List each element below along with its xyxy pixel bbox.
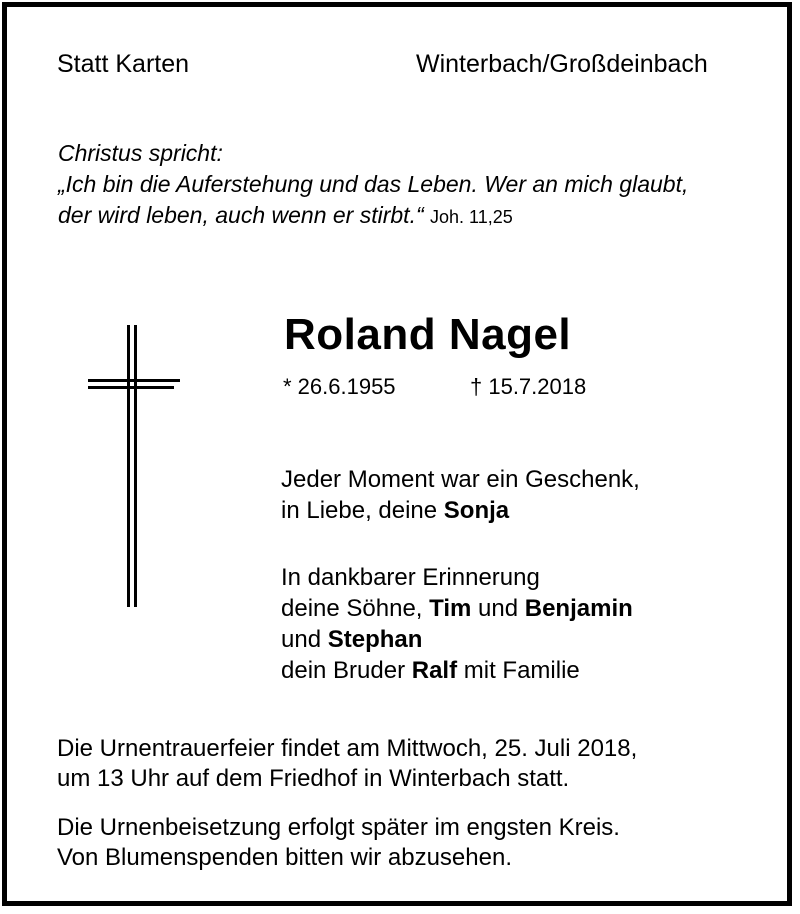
cross-vertical-right	[134, 325, 137, 607]
signer-name: Sonja	[443, 497, 510, 524]
message-line-2-text: in Liebe, deine	[281, 497, 444, 524]
son-name-1: Tim	[429, 595, 472, 622]
family-line-1: In dankbarer Erinnerung	[281, 564, 540, 591]
deceased-name: Roland Nagel	[284, 310, 572, 359]
service-line-2: um 13 Uhr auf dem Friedhof in Winterbach statt.	[57, 765, 570, 792]
family-line-3	[281, 624, 422, 655]
quote-line-1: „Ich bin die Auferstehung und das Leben. Wer an mich glaubt,	[58, 171, 689, 197]
brother-name: Ralf	[411, 657, 458, 684]
son-name-3: Stephan	[327, 626, 423, 653]
birth-date: * 26.6.1955	[283, 374, 396, 399]
quote-intro: Christus spricht:	[58, 140, 223, 166]
family-line-4-text: dein Bruder	[281, 657, 412, 684]
family-line-4	[281, 655, 580, 686]
son-name-2: Benjamin	[524, 595, 633, 622]
family-line-2-conj: und	[471, 595, 525, 622]
notice-line-2: Von Blumenspenden bitten wir abzusehen.	[57, 844, 512, 871]
header-location: Winterbach/Großdeinbach	[416, 50, 708, 78]
death-date: † 15.7.2018	[470, 374, 587, 399]
family-line-2	[281, 593, 633, 624]
family-line-3-text: und	[281, 626, 328, 653]
family-line-2-text: deine Söhne,	[281, 595, 430, 622]
message-line-2	[281, 495, 509, 526]
family-line-4-suffix: mit Familie	[457, 657, 580, 684]
quote-line-2	[58, 202, 513, 229]
cross-horizontal-top	[88, 379, 180, 382]
quote-line-2-text: der wird leben, auch wenn er stirbt.“	[58, 202, 424, 228]
header-left-text: Statt Karten	[57, 50, 190, 78]
notice-line-1: Die Urnenbeisetzung erfolgt später im engsten Kreis.	[57, 814, 620, 841]
message-line-1: Jeder Moment war ein Geschenk,	[281, 466, 640, 493]
bible-reference: Joh. 11,25	[430, 207, 513, 227]
cross-horizontal-bottom	[88, 386, 174, 389]
service-line-1: Die Urnentrauerfeier findet am Mittwoch, 25. Juli 2018,	[57, 735, 638, 762]
cross-vertical-left	[127, 325, 130, 607]
